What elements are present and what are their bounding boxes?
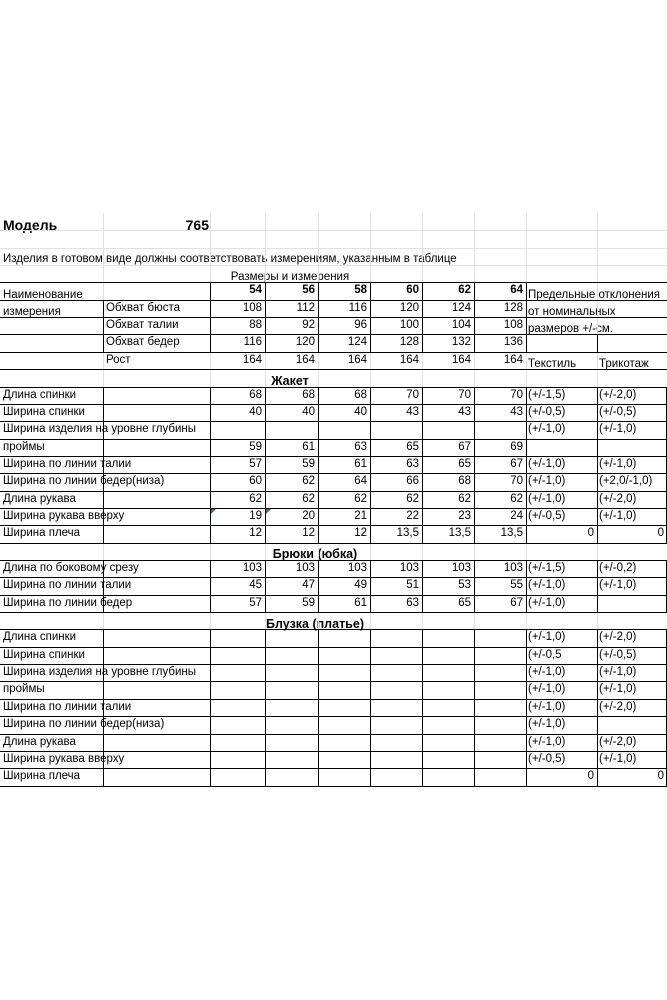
row-value [474, 647, 523, 664]
row-value: 103 [399, 562, 419, 574]
row-value: 47 [302, 579, 315, 591]
row-value: 57 [249, 458, 262, 470]
row-value [265, 751, 315, 768]
knit-tolerance: (+2,0/-1,0) [599, 475, 653, 487]
blouse-title: Блузка (платье) [266, 617, 364, 631]
row-value [265, 647, 315, 664]
row-name: Длина спинки [3, 389, 77, 401]
cell-border-v [597, 560, 598, 612]
row-value [422, 734, 471, 751]
row-value: 24 [510, 510, 523, 522]
row-value [318, 768, 367, 785]
textile-tolerance: (+/-1,0) [528, 736, 566, 748]
row-value: 63 [354, 441, 367, 453]
textile-tolerance: (+/-1,5) [528, 389, 566, 401]
model-number: 765 [185, 217, 209, 233]
cell-border-v [103, 300, 104, 352]
row-value: 55 [510, 579, 523, 591]
knit-tolerance: (+/-1,0) [599, 458, 637, 470]
size-header-62: 62 [458, 284, 471, 296]
jacket-title: Жакет [271, 374, 309, 388]
row-name: Ширина изделия на уровне глубины [3, 423, 197, 435]
textile-tolerance: (+/-1,0) [528, 458, 566, 470]
textile-tolerance: (+/-1,5) [528, 562, 566, 574]
row-value: 70 [510, 475, 523, 487]
row-name: Длина рукава [3, 493, 76, 505]
row-value [318, 716, 367, 733]
row-value [318, 421, 367, 438]
row-value [370, 421, 419, 438]
row-value [474, 421, 523, 438]
knit-tolerance: (+/-1,0) [599, 753, 637, 765]
textile-tolerance: (+/-1,0) [528, 475, 566, 487]
row-value [265, 716, 315, 733]
measure-value: 108 [242, 302, 262, 314]
sizes-header: Размеры и измерения [230, 271, 350, 283]
measure-value: 164 [451, 354, 471, 366]
measure-value: 164 [295, 354, 315, 366]
row-value [370, 629, 419, 646]
row-value: 61 [354, 458, 367, 470]
row-name: проймы [3, 441, 45, 453]
textile-tolerance: (+/-0,5) [528, 510, 566, 522]
measure-value: 104 [451, 319, 471, 331]
row-value: 67 [510, 458, 523, 470]
cell-border-v [526, 387, 527, 543]
row-value: 40 [354, 406, 367, 418]
row-value: 103 [451, 562, 471, 574]
row-name: Ширина плеча [3, 527, 81, 539]
knit-tolerance: (+/-0,5) [599, 649, 637, 661]
row-value [370, 681, 419, 698]
row-value [210, 629, 262, 646]
row-value [265, 421, 315, 438]
row-value [210, 681, 262, 698]
row-value: 68 [354, 389, 367, 401]
textile-tolerance: (+/-1,0) [528, 423, 566, 435]
cell-border-h [0, 543, 667, 544]
row-value [265, 629, 315, 646]
measure-value: 108 [503, 319, 523, 331]
model-label: Модель [3, 217, 58, 233]
row-value: 69 [510, 441, 523, 453]
row-value [422, 768, 471, 785]
knit-tolerance: 0 [657, 527, 664, 539]
measure-value: 132 [451, 336, 471, 348]
row-value [210, 647, 262, 664]
gridline-row [0, 230, 667, 231]
row-value: 23 [458, 510, 471, 522]
textile-tolerance: 0 [587, 527, 594, 539]
row-value: 63 [406, 597, 419, 609]
row-name: Длина по боковому срезу [3, 562, 139, 574]
knit-tolerance: (+/-1,0) [599, 423, 637, 435]
row-name: Ширина спинки [3, 406, 85, 418]
measure-name: Обхват бедер [106, 336, 180, 348]
measure-name: Рост [106, 354, 131, 366]
measure-value: 112 [296, 302, 315, 314]
measure-value: 128 [399, 336, 419, 348]
knit-tolerance: (+/-2,0) [599, 631, 637, 643]
row-value [370, 734, 419, 751]
row-value: 103 [503, 562, 523, 574]
row-value [370, 716, 419, 733]
row-name: Ширина по линии талии [3, 579, 132, 591]
row-value: 103 [295, 562, 315, 574]
row-name: Ширина рукава вверху [3, 753, 125, 765]
cell-comment-flag [211, 509, 216, 514]
row-value [474, 716, 523, 733]
row-value: 62 [354, 493, 367, 505]
row-value: 51 [406, 579, 419, 591]
size-header-56: 56 [302, 284, 315, 296]
row-value [422, 699, 471, 716]
row-value [474, 629, 523, 646]
row-value [422, 681, 471, 698]
cell-border-h [0, 786, 667, 787]
row-value: 40 [302, 406, 315, 418]
row-value [318, 629, 367, 646]
row-value: 65 [458, 458, 471, 470]
row-value: 12 [354, 527, 367, 539]
measure-value: 92 [302, 319, 315, 331]
row-value: 65 [458, 597, 471, 609]
row-value [474, 664, 523, 681]
row-value [265, 734, 315, 751]
textile-tolerance: (+/-1,0) [528, 597, 566, 609]
size-spreadsheet [0, 213, 667, 798]
knit-tolerance: (+/-2,0) [599, 493, 637, 505]
name-header-line1: Наименование [3, 289, 83, 301]
row-name: Ширина плеча [3, 770, 81, 782]
row-name: Ширина спинки [3, 649, 85, 661]
cell-border-v [597, 629, 598, 786]
row-value [210, 699, 262, 716]
knit-tolerance: 0 [657, 770, 664, 782]
row-value [474, 681, 523, 698]
row-value: 66 [406, 475, 419, 487]
row-value: 61 [302, 441, 315, 453]
row-value: 53 [458, 579, 471, 591]
knit-tolerance: (+/-1,0) [599, 683, 637, 695]
row-value [370, 664, 419, 681]
deviation-header-line3: размеров +/-см. [528, 323, 613, 335]
row-value: 68 [458, 475, 471, 487]
row-value: 22 [406, 510, 419, 522]
row-value: 65 [406, 441, 419, 453]
row-value [265, 699, 315, 716]
row-value [210, 421, 262, 438]
row-value: 13,5 [396, 527, 419, 539]
row-value [422, 751, 471, 768]
row-value: 59 [302, 597, 315, 609]
row-value [210, 768, 262, 785]
row-value [318, 734, 367, 751]
row-value: 13,5 [500, 527, 523, 539]
name-header-line2: измерения [3, 306, 61, 318]
measure-value: 88 [249, 319, 262, 331]
row-value [265, 664, 315, 681]
cell-comment-flag [266, 509, 271, 514]
deviation-header-line1: Предельные отклонения [528, 289, 660, 301]
row-value [474, 699, 523, 716]
size-header-58: 58 [354, 284, 367, 296]
row-value: 20 [302, 510, 315, 522]
size-header-60: 60 [406, 284, 419, 296]
size-header-64: 64 [510, 284, 523, 296]
row-value: 57 [249, 597, 262, 609]
row-value [370, 647, 419, 664]
row-name: Длина рукава [3, 736, 76, 748]
row-name: Ширина рукава вверху [3, 510, 125, 522]
row-value [370, 751, 419, 768]
knit-header: Трикотаж [599, 358, 649, 370]
deviation-header-line2: от номинальных [528, 306, 616, 318]
knit-tolerance: (+/-2,0) [599, 701, 637, 713]
textile-tolerance: (+/-0,5) [528, 753, 566, 765]
row-value: 40 [249, 406, 262, 418]
textile-tolerance: (+/-1,0) [528, 666, 566, 678]
row-value: 70 [406, 389, 419, 401]
textile-tolerance: (+/-1,0) [528, 579, 566, 591]
row-value: 12 [302, 527, 315, 539]
row-value: 13,5 [448, 527, 471, 539]
knit-tolerance: (+/-2,0) [599, 389, 637, 401]
row-value [422, 647, 471, 664]
row-value [370, 768, 419, 785]
row-value [474, 734, 523, 751]
cell-border-v [526, 282, 527, 352]
cell-border-v [597, 334, 598, 352]
measure-name: Обхват талии [106, 319, 179, 331]
trousers-title: Брюки (юбка) [272, 547, 358, 561]
measure-value: 164 [399, 354, 419, 366]
knit-tolerance: (+/-1,0) [599, 579, 637, 591]
row-value: 64 [354, 475, 367, 487]
row-value [422, 664, 471, 681]
row-value [422, 421, 471, 438]
textile-header: Текстиль [528, 358, 577, 370]
measure-value: 164 [503, 354, 523, 366]
row-name: Ширина по линии бедер [3, 597, 133, 609]
cell-border-v [597, 387, 598, 543]
row-value: 63 [406, 458, 419, 470]
row-value: 60 [249, 475, 262, 487]
row-value [210, 734, 262, 751]
row-value [318, 647, 367, 664]
knit-tolerance: (+/-1,0) [599, 510, 637, 522]
textile-tolerance: 0 [587, 770, 594, 782]
row-value: 103 [347, 562, 367, 574]
row-value: 67 [458, 441, 471, 453]
row-name: Ширина по линии талии [3, 458, 132, 470]
measure-value: 116 [243, 336, 262, 348]
row-value [318, 681, 367, 698]
measure-value: 100 [399, 319, 419, 331]
row-value: 43 [458, 406, 471, 418]
measure-value: 124 [347, 336, 367, 348]
row-value: 59 [249, 441, 262, 453]
row-name: Ширина по линии бедер(низа) [3, 718, 165, 730]
row-value: 19 [249, 510, 262, 522]
row-value [370, 699, 419, 716]
knit-tolerance: (+/-2,0) [599, 736, 637, 748]
measure-value: 116 [348, 302, 367, 314]
knit-tolerance: (+/-0,5) [599, 406, 637, 418]
measure-value: 128 [503, 302, 523, 314]
textile-tolerance: (+/-0,5 [528, 649, 562, 661]
row-value [210, 751, 262, 768]
row-value: 61 [354, 597, 367, 609]
row-value [318, 699, 367, 716]
knit-tolerance: (+/-1,0) [599, 666, 637, 678]
row-value [474, 768, 523, 785]
row-value: 70 [510, 389, 523, 401]
row-value: 49 [354, 579, 367, 591]
row-value: 12 [249, 527, 262, 539]
gridline-row [0, 248, 667, 249]
row-value: 59 [302, 458, 315, 470]
cell-border-v [526, 560, 527, 612]
row-name: Длина спинки [3, 631, 77, 643]
textile-tolerance: (+/-1,0) [528, 718, 566, 730]
row-value [318, 664, 367, 681]
row-name: Ширина по линии талии [3, 701, 132, 713]
gridline-row [0, 265, 667, 266]
row-value: 62 [458, 493, 471, 505]
textile-tolerance: (+/-1,0) [528, 683, 566, 695]
row-value [318, 751, 367, 768]
size-header-54: 54 [249, 284, 262, 296]
row-value: 21 [354, 510, 367, 522]
row-value [265, 681, 315, 698]
measure-value: 120 [295, 336, 315, 348]
row-value: 43 [510, 406, 523, 418]
row-value: 68 [302, 389, 315, 401]
textile-tolerance: (+/-1,0) [528, 631, 566, 643]
textile-tolerance: (+/-0,5) [528, 406, 566, 418]
row-name: Ширина изделия на уровне глубины [3, 666, 197, 678]
row-value: 45 [249, 579, 262, 591]
requirement-note: Изделия в готовом виде должны соответствовать измерениям, указанным в таблице [3, 253, 457, 265]
textile-tolerance: (+/-1,0) [528, 493, 566, 505]
row-value: 103 [242, 562, 262, 574]
row-value [474, 751, 523, 768]
row-name: Ширина по линии бедер(низа) [3, 475, 165, 487]
row-value [265, 768, 315, 785]
row-value: 62 [302, 493, 315, 505]
measure-name: Обхват бюста [106, 302, 180, 314]
textile-tolerance: (+/-1,0) [528, 701, 566, 713]
cell-border-h [0, 612, 667, 613]
measure-value: 164 [242, 354, 262, 366]
measure-value: 136 [503, 336, 523, 348]
row-value: 43 [406, 406, 419, 418]
row-value: 67 [510, 597, 523, 609]
row-value: 68 [249, 389, 262, 401]
row-value [210, 716, 262, 733]
measure-value: 120 [399, 302, 419, 314]
row-value [422, 629, 471, 646]
row-value: 62 [249, 493, 262, 505]
row-value [422, 716, 471, 733]
row-value [210, 664, 262, 681]
row-value: 70 [458, 389, 471, 401]
measure-value: 164 [347, 354, 367, 366]
row-value: 62 [302, 475, 315, 487]
knit-tolerance: (+/-0,2) [599, 562, 637, 574]
row-value: 62 [510, 493, 523, 505]
cell-border-h [0, 369, 667, 370]
row-name: проймы [3, 683, 45, 695]
measure-value: 96 [354, 319, 367, 331]
measure-value: 124 [451, 302, 471, 314]
row-value: 62 [406, 493, 419, 505]
cell-border-v [526, 629, 527, 786]
